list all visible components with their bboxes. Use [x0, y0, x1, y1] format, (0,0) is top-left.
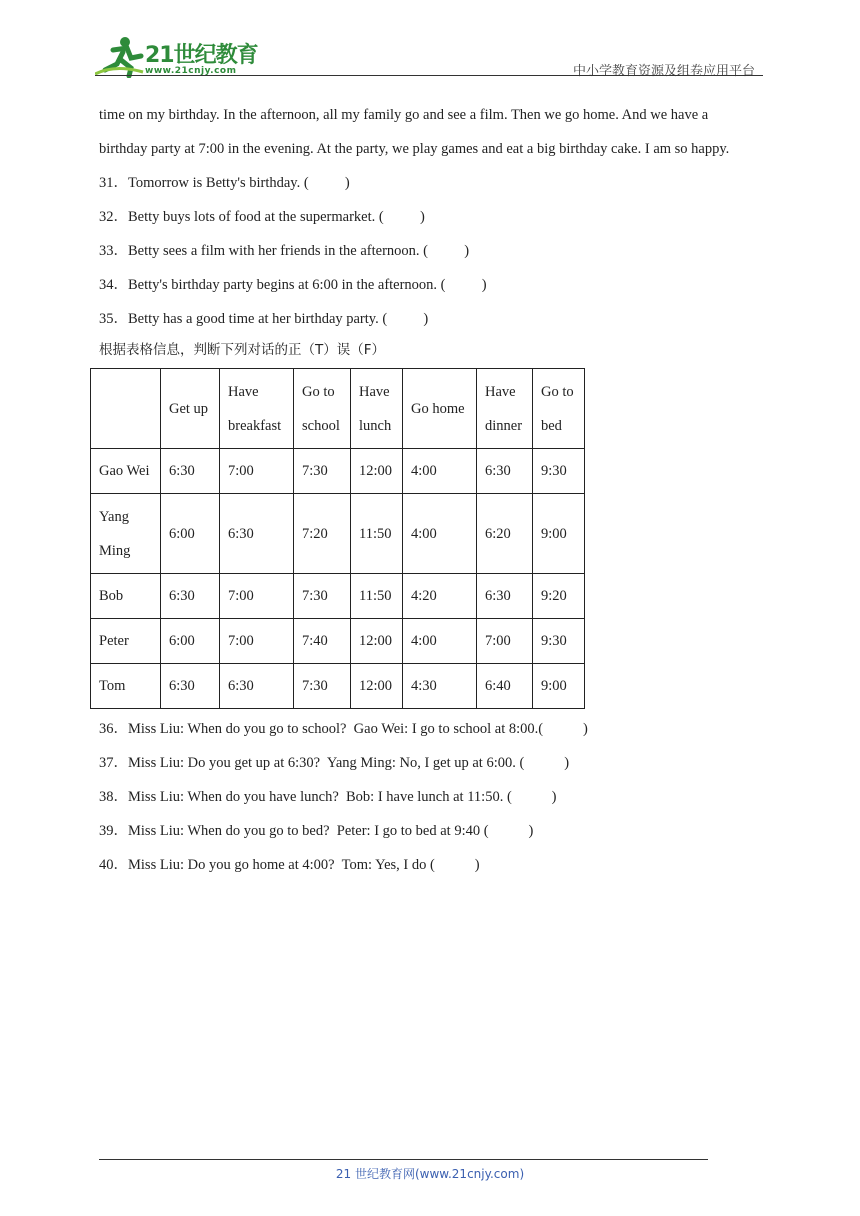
time-cell: 4:00 [403, 494, 477, 574]
header-cell [91, 369, 161, 449]
runner-logo-icon [95, 34, 145, 78]
header-divider [95, 75, 763, 76]
header-cell: Get up [161, 369, 220, 449]
question-33: 33．Betty sees a film with her friends in the afternoon. ( ) [99, 243, 470, 259]
question-39: 39．Miss Liu: When do you go to bed? Peter: I go to bed at 9:40 ( ) [99, 823, 534, 839]
schedule-table [90, 368, 585, 709]
time-cell: 7:00 [477, 619, 533, 664]
time-cell: 4:00 [403, 619, 477, 664]
time-cell: 7:00 [220, 619, 294, 664]
question-31: 31．Tomorrow is Betty's birthday. ( ) [99, 175, 350, 191]
page-footer: 21 世纪教育网(www.21cnjy.com) [335, 1167, 525, 1181]
time-cell: 6:30 [161, 664, 220, 709]
time-cell: 12:00 [351, 619, 403, 664]
time-cell: 7:30 [294, 449, 351, 494]
question-38: 38．Miss Liu: When do you have lunch? Bob: I have lunch at 11:50. ( ) [99, 789, 557, 805]
header-cell: Go home [403, 369, 477, 449]
time-cell: 6:30 [161, 574, 220, 619]
time-cell: 6:00 [161, 619, 220, 664]
time-cell: 6:30 [477, 574, 533, 619]
time-cell: 6:30 [161, 449, 220, 494]
time-cell: 4:20 [403, 574, 477, 619]
header-cell: Have dinner [477, 369, 533, 449]
time-cell: 7:30 [294, 574, 351, 619]
time-cell: 7:30 [294, 664, 351, 709]
question-36: 36．Miss Liu: When do you go to school? Gao Wei: I go to school at 8:00.( ) [99, 721, 588, 737]
page-header [95, 30, 763, 78]
time-cell: 9:30 [533, 449, 585, 494]
time-cell: 4:00 [403, 449, 477, 494]
passage-line: time on my birthday. In the afternoon, all my family go and see a film. Then we go home. And we have a [99, 107, 709, 123]
time-cell: 9:30 [533, 619, 585, 664]
dialogue-questions [99, 712, 763, 882]
time-cell: 6:20 [477, 494, 533, 574]
time-cell: 12:00 [351, 664, 403, 709]
table-instruction: 根据表格信息，判断下列对话的正（T）误（F） [99, 342, 386, 358]
time-cell: 6:30 [477, 449, 533, 494]
passage-line: birthday party at 7:00 in the evening. At the party, we play games and eat a big birthday cake. I am so happy. [99, 141, 730, 157]
time-cell: 11:50 [351, 494, 403, 574]
question-40: 40．Miss Liu: Do you go home at 4:00? Tom: Yes, I do ( ) [99, 857, 480, 873]
time-cell: 7:00 [220, 574, 294, 619]
name-cell: Tom [91, 664, 161, 709]
header-cell: Go to bed [533, 369, 585, 449]
passage-section [99, 98, 763, 364]
header-cell: Have breakfast [220, 369, 294, 449]
header-cell: Have lunch [351, 369, 403, 449]
header-cell: Go to school [294, 369, 351, 449]
time-cell: 9:00 [533, 664, 585, 709]
time-cell: 7:20 [294, 494, 351, 574]
table-header-row [91, 369, 585, 449]
question-37: 37．Miss Liu: Do you get up at 6:30? Yang Ming: No, I get up at 6:00. ( ) [99, 755, 570, 771]
logo-text: 21世纪教育 [145, 43, 258, 68]
name-cell: Peter [91, 619, 161, 664]
name-cell: Gao Wei [91, 449, 161, 494]
logo [95, 34, 265, 78]
header-right-text: 中小学教育资源及组卷应用平台 [572, 64, 755, 79]
footer-divider [99, 1159, 708, 1160]
time-cell: 4:30 [403, 664, 477, 709]
table-row [91, 449, 585, 494]
time-cell: 11:50 [351, 574, 403, 619]
time-cell: 12:00 [351, 449, 403, 494]
table-row [91, 664, 585, 709]
time-cell: 6:00 [161, 494, 220, 574]
question-35: 35．Betty has a good time at her birthday party. ( ) [99, 311, 429, 327]
time-cell: 7:00 [220, 449, 294, 494]
time-cell: 6:30 [220, 494, 294, 574]
time-cell: 6:30 [220, 664, 294, 709]
time-cell: 6:40 [477, 664, 533, 709]
time-cell: 9:00 [533, 494, 585, 574]
question-32: 32．Betty buys lots of food at the supermarket. ( ) [99, 209, 425, 225]
question-34: 34．Betty's birthday party begins at 6:00 in the afternoon. ( ) [99, 277, 487, 293]
time-cell: 9:20 [533, 574, 585, 619]
time-cell: 7:40 [294, 619, 351, 664]
name-cell: Bob [91, 574, 161, 619]
table-row [91, 494, 585, 574]
name-cell: Yang Ming [91, 494, 161, 574]
logo-url: www.21cnjy.com [145, 66, 237, 76]
table-row [91, 574, 585, 619]
table-row [91, 619, 585, 664]
